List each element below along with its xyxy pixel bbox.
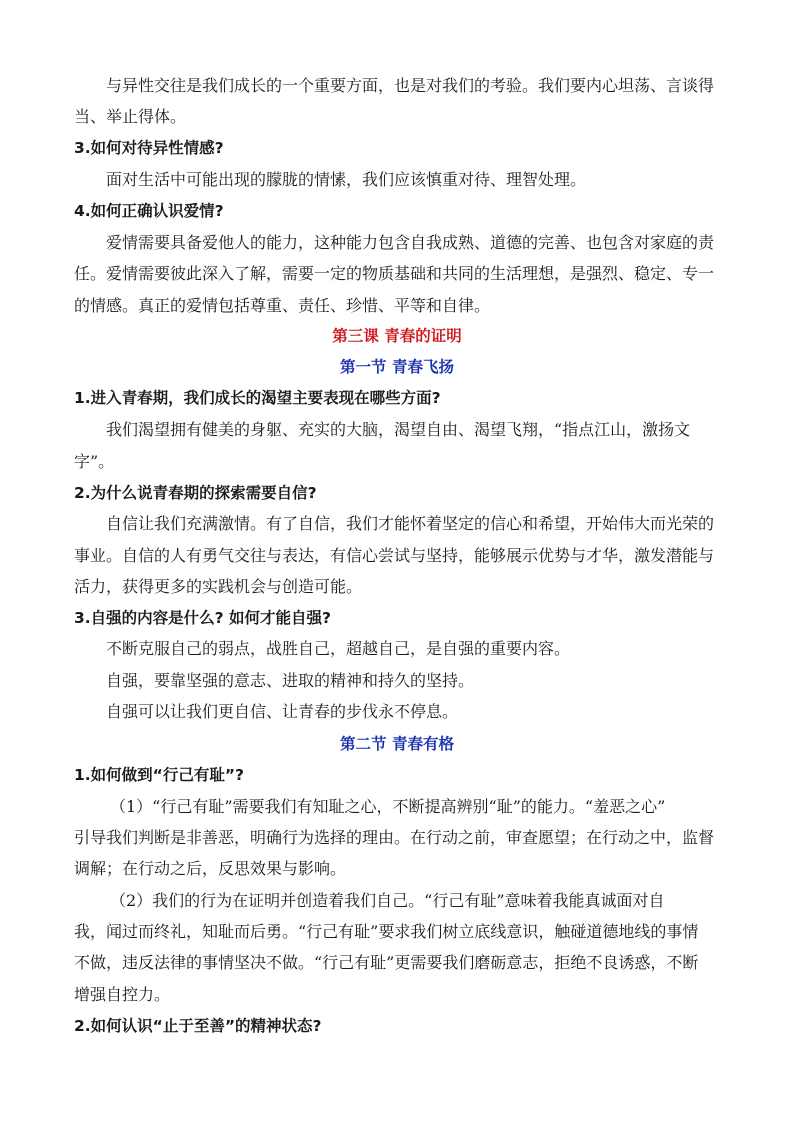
answer-line: 调解；在行动之后，反思效果与影响。 [74,859,347,878]
intro-line-2: 当、举止得体。 [74,107,187,126]
answer-line: 的情感。真正的爱情包括尊重、责任、珍惜、平等和自律。 [74,296,491,315]
answer-line: 字”。 [74,452,115,471]
question-heading: 4.如何正确认识爱情? [74,202,224,220]
answer-line: （1）“行己有耻”需要我们有知耻之心，不断提高辨别“耻”的能力。“羞恶之心” [110,797,666,816]
intro-line-1: 与异性交往是我们成长的一个重要方面，也是对我们的考验。我们要内心坦荡、言谈得 [106,76,715,95]
question-heading: 1.进入青春期，我们成长的渴望主要表现在哪些方面? [74,389,441,407]
answer-line: 不断克服自己的弱点，战胜自己，超越自己，是自强的重要内容。 [106,639,571,658]
answer-line: 引导我们判断是非善恶，明确行为选择的理由。在行动之前，审查愿望；在行动之中，监督 [74,828,715,847]
answer-line: 自信让我们充满激情。有了自信，我们才能怀着坚定的信心和希望，开始伟大而光荣的 [106,514,715,533]
answer-line: 自强可以让我们更自信、让青春的步伐永不停息。 [106,702,459,721]
answer-line: 自强，要靠坚强的意志、进取的精神和持久的坚持。 [106,671,475,690]
question-heading: 2.为什么说青春期的探索需要自信? [74,484,317,502]
section-title: 第一节 青春飞扬 [340,358,454,376]
answer-line: 增强自控力。 [74,985,171,1004]
answer-line: 任。爱情需要彼此深入了解，需要一定的物质基础和共同的生活理想，是强烈、稳定、专一 [74,264,715,283]
answer-line: 我，闻过而终礼，知耻而后勇。“行己有耻”要求我们树立底线意识，触碰道德地线的事情 [74,922,699,941]
question-heading: 3.如何对待异性情感? [74,139,224,157]
section-title: 第二节 青春有格 [340,735,454,753]
question-heading: 3.自强的内容是什么? 如何才能自强? [74,609,332,627]
question-heading: 1.如何做到“行己有耻”? [74,766,245,784]
answer-line: 我们渴望拥有健美的身躯、充实的大脑，渴望自由、渴望飞翔，“指点江山，激扬文 [106,420,691,439]
answer-line: 活力，获得更多的实践机会与创造可能。 [74,577,363,596]
answer-line: 不做，违反法律的事情坚决不做。“行己有耻”更需要我们磨砺意志，拒绝不良诱惑，不断 [74,953,699,972]
answer-line: 爱情需要具备爱他人的能力，这种能力包含自我成熟、道德的完善、也包含对家庭的责 [106,233,715,252]
question-heading: 2.如何认识“止于至善”的精神状态? [74,1017,322,1035]
answer-line: （2）我们的行为在证明并创造着我们自己。“行己有耻”意味着我能真诚面对自 [110,891,665,910]
lesson-title: 第三课 青春的证明 [332,327,462,345]
answer-line: 事业。自信的人有勇气交往与表达，有信心尝试与坚持，能够展示优势与才华，激发潜能与 [74,546,715,565]
answer-line: 面对生活中可能出现的朦胧的情愫，我们应该慎重对待、理智处理。 [106,170,587,189]
